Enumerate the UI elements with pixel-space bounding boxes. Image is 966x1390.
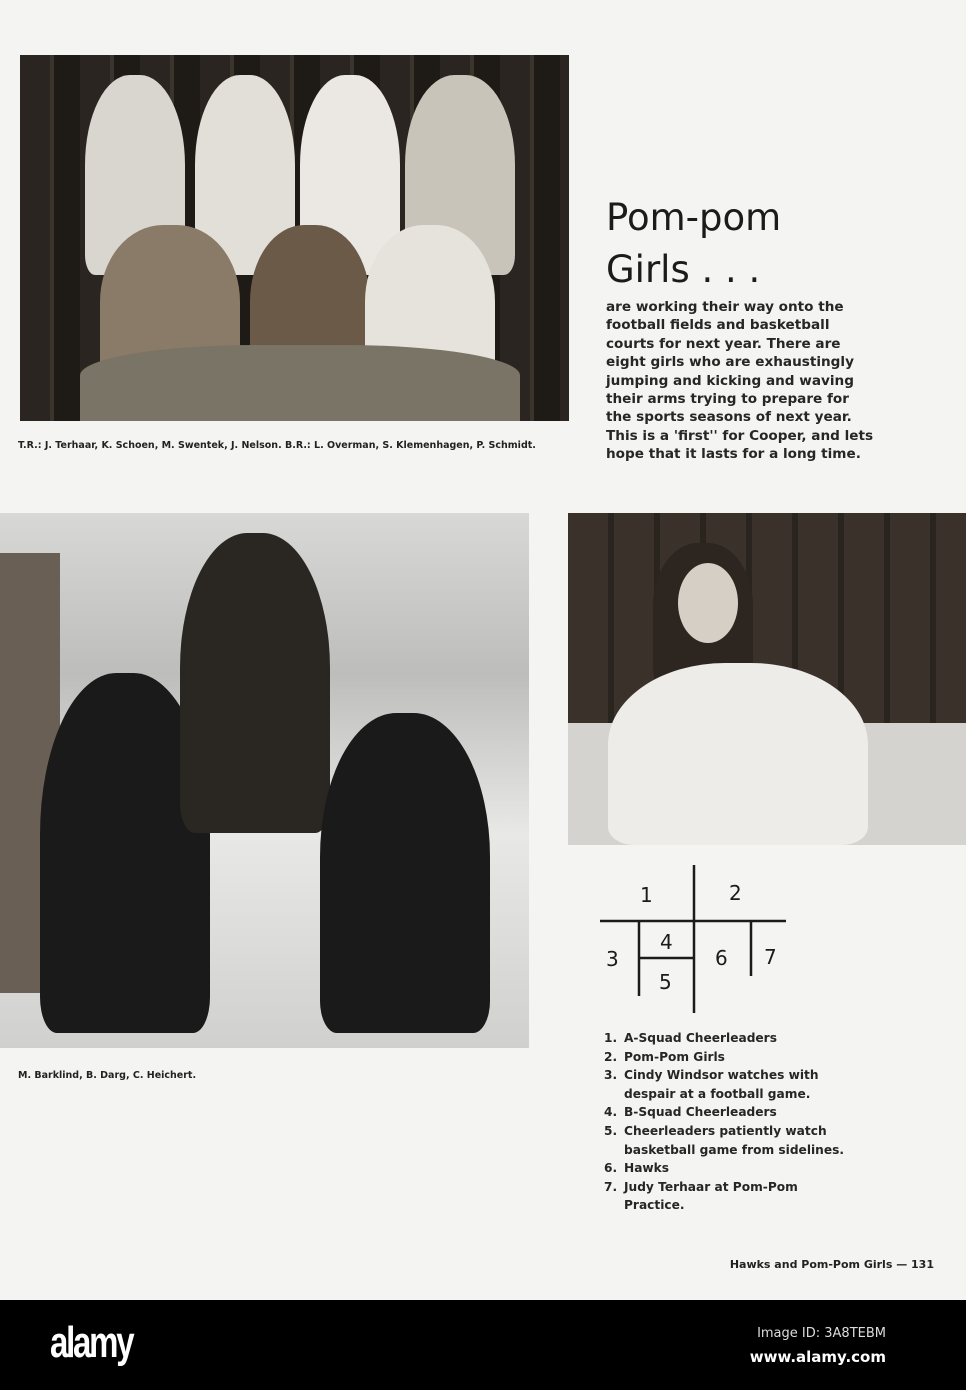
group-photo-caption: T.R.: J. Terhaar, K. Schoen, M. Swentek, J. Nelson. B.R.: L. Overman, S. Klemenhagen, P. Schmidt.: [18, 440, 536, 451]
caption-item: 1. A-Squad Cheerleaders: [604, 1031, 777, 1045]
hallway-photo-caption: M. Barklind, B. Darg, C. Heichert.: [18, 1070, 197, 1081]
page-footer: Hawks and Pom-Pom Girls — 131: [729, 1258, 934, 1271]
diagram-number-2: 2: [729, 881, 742, 905]
photo-captions-list: [604, 1029, 854, 1215]
article-body: are working their way onto the football fields and basketball courts for next year. There are eight girls who are exhaustingly jumping and kicking and waving their arms trying to prepare for the sports seasons of next year. This is a 'first'' for Cooper, and lets hope that it lasts for a long time.: [606, 299, 874, 463]
diagram-number-4: 4: [660, 930, 673, 954]
diagram-number-5: 5: [659, 970, 672, 994]
caption-item: 6. Hawks: [604, 1161, 670, 1176]
diagram-number-6: 6: [715, 946, 728, 970]
title-line-1: Pom-pom: [606, 196, 782, 239]
caption-item: 7. Judy Terhaar at Pom-Pom Practice.: [604, 1179, 798, 1213]
watermark-bar: [0, 1300, 966, 1390]
diagram-number-7: 7: [764, 945, 777, 969]
watermark-url: www.alamy.com: [749, 1348, 886, 1366]
diagram-number-1: 1: [640, 883, 653, 907]
alamy-logo: alamy: [50, 1318, 133, 1367]
caption-item: 4. B-Squad Cheerleaders: [604, 1105, 777, 1120]
caption-item: 5. Cheerleaders patiently watch basketball game from sidelines.: [604, 1123, 845, 1157]
title-line-2: Girls . . .: [606, 248, 761, 291]
image-id: Image ID: 3A8TEBM: [757, 1326, 886, 1341]
caption-item: 3. Cindy Windsor watches with despair at a football game.: [604, 1068, 819, 1101]
diagram-number-3: 3: [606, 947, 619, 971]
caption-item: 2. Pom-Pom Girls: [604, 1049, 725, 1064]
